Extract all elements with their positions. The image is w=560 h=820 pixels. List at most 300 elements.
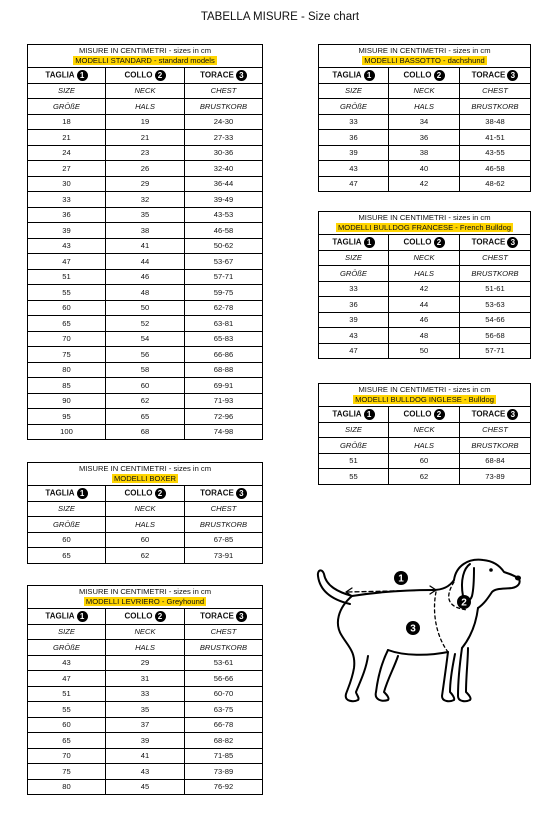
table-cell: 32 <box>106 192 185 208</box>
column-header-label: TAGLIA <box>45 488 75 498</box>
table-cell: 53-67 <box>185 254 263 270</box>
table-cell: 26 <box>106 161 185 177</box>
table-cell: 43 <box>106 764 185 780</box>
column-number-badge: 2 <box>434 409 445 420</box>
table-cell: 24-30 <box>185 114 263 130</box>
table-cell: 47 <box>319 343 389 359</box>
table-row <box>319 312 531 328</box>
table-caption <box>28 463 263 486</box>
table-cell: 39 <box>106 733 185 749</box>
table-row <box>28 347 263 363</box>
table-cell: 31 <box>106 671 185 687</box>
table-cell: 60 <box>28 300 106 316</box>
table-cell: 21 <box>106 130 185 146</box>
table-cell: 76-92 <box>185 779 263 795</box>
subheader-cell: CHEST <box>460 83 531 99</box>
dog-hind-leg <box>376 650 398 701</box>
table-cell: 57-71 <box>460 343 531 359</box>
table-cell: 47 <box>28 254 106 270</box>
table-row <box>28 532 263 548</box>
caption-units: MISURE IN CENTIMETRI - sizes in cm <box>78 587 212 596</box>
table-cell: 47 <box>319 176 389 192</box>
subheader-row <box>319 250 531 266</box>
table-cell: 68 <box>106 424 185 440</box>
table-row <box>28 671 263 687</box>
subheader-cell: SIZE <box>28 624 106 640</box>
column-header <box>389 68 460 84</box>
marker-2 <box>457 595 471 609</box>
table-cell: 48-62 <box>460 176 531 192</box>
table-cell: 69-91 <box>185 378 263 394</box>
table-cell: 51-61 <box>460 281 531 297</box>
table-cell: 18 <box>28 114 106 130</box>
page-title: TABELLA MISURE - Size chart <box>200 11 360 23</box>
dog-front-leg-back <box>442 652 455 701</box>
subheader-cell: SIZE <box>319 83 389 99</box>
table-cell: 36 <box>389 130 460 146</box>
table-row <box>28 702 263 718</box>
table-cell: 63-81 <box>185 316 263 332</box>
marker-1-label: 1 <box>398 573 404 585</box>
column-header-label: TAGLIA <box>332 70 362 80</box>
subheader-cell: NECK <box>106 83 185 99</box>
table-cell: 24 <box>28 145 106 161</box>
column-number-badge: 3 <box>236 70 247 81</box>
table-cell: 35 <box>106 207 185 223</box>
table-caption <box>319 212 531 235</box>
table-cell: 65 <box>28 733 106 749</box>
table-cell: 66-78 <box>185 717 263 733</box>
table-cell: 55 <box>28 285 106 301</box>
table-cell: 75 <box>28 347 106 363</box>
table-cell: 62 <box>389 469 460 485</box>
table-cell: 60 <box>28 532 106 548</box>
table-cell: 60 <box>106 378 185 394</box>
subheader-row <box>319 266 531 282</box>
table-cell: 43 <box>28 655 106 671</box>
table-row <box>28 362 263 378</box>
table-cell: 46 <box>106 269 185 285</box>
table-row <box>28 285 263 301</box>
subheader-cell: GRÖßE <box>319 266 389 282</box>
table-cell: 60 <box>389 453 460 469</box>
column-number-badge: 3 <box>507 409 518 420</box>
table-cell: 51 <box>28 269 106 285</box>
marker-3 <box>406 621 420 635</box>
table-cell: 80 <box>28 362 106 378</box>
table-row <box>319 130 531 146</box>
column-header <box>28 68 106 84</box>
table-cell: 40 <box>389 161 460 177</box>
table-cell: 43-53 <box>185 207 263 223</box>
table-cell: 56 <box>106 347 185 363</box>
caption-model: MODELLI BOXER <box>113 474 177 483</box>
table-row <box>28 331 263 347</box>
table-cell: 65-83 <box>185 331 263 347</box>
table-cell: 60 <box>28 717 106 733</box>
table-cell: 46-58 <box>185 223 263 239</box>
subheader-row <box>319 422 531 438</box>
table-cell: 29 <box>106 176 185 192</box>
subheader-cell: SIZE <box>319 422 389 438</box>
dog-nose <box>515 576 521 581</box>
table-cell: 55 <box>319 469 389 485</box>
table-cell: 63-75 <box>185 702 263 718</box>
size-table-boxer <box>27 462 263 564</box>
table-cell: 73-89 <box>185 764 263 780</box>
column-header <box>319 407 389 423</box>
table-cell: 54 <box>106 331 185 347</box>
table-row <box>319 161 531 177</box>
table-cell: 51 <box>28 686 106 702</box>
table-cell: 73-91 <box>185 548 263 564</box>
column-number-badge: 2 <box>155 488 166 499</box>
table-cell: 57-71 <box>185 269 263 285</box>
subheader-cell: NECK <box>389 83 460 99</box>
table-cell: 50-62 <box>185 238 263 254</box>
table-cell: 60 <box>106 532 185 548</box>
table-cell: 44 <box>106 254 185 270</box>
column-number-badge: 1 <box>77 611 88 622</box>
column-number-badge: 1 <box>364 70 375 81</box>
table-caption <box>319 45 531 68</box>
table-cell: 68-84 <box>460 453 531 469</box>
subheader-cell: HALS <box>389 266 460 282</box>
subheader-cell: GRÖßE <box>28 99 106 115</box>
table-cell: 33 <box>106 686 185 702</box>
table-cell: 41-51 <box>460 130 531 146</box>
table-row <box>319 281 531 297</box>
table-caption <box>28 45 263 68</box>
table-cell: 41 <box>106 238 185 254</box>
table-cell: 30-36 <box>185 145 263 161</box>
column-header-label: TORACE <box>200 611 234 621</box>
table-cell: 54-66 <box>460 312 531 328</box>
table-cell: 38-48 <box>460 114 531 130</box>
size-table-levriero <box>27 585 263 795</box>
table-row <box>28 145 263 161</box>
caption-model: MODELLI STANDARD - standard models <box>75 56 215 65</box>
table-cell: 50 <box>389 343 460 359</box>
table-cell: 75 <box>28 764 106 780</box>
column-header-label: TORACE <box>471 409 506 419</box>
subheader-row <box>319 83 531 99</box>
column-header <box>460 235 531 251</box>
table-cell: 33 <box>319 281 389 297</box>
column-header-label: COLLO <box>403 237 432 247</box>
dog-chest <box>462 608 478 648</box>
table-cell: 80 <box>28 779 106 795</box>
subheader-cell: CHEST <box>185 501 263 517</box>
marker-2-label: 2 <box>461 597 467 609</box>
table-cell: 66-86 <box>185 347 263 363</box>
column-header <box>185 609 263 625</box>
column-number-badge: 1 <box>77 70 88 81</box>
table-row <box>319 343 531 359</box>
table-cell: 85 <box>28 378 106 394</box>
subheader-cell: NECK <box>106 501 185 517</box>
column-number-badge: 2 <box>155 611 166 622</box>
caption-model: MODELLI BASSOTTO - dachshund <box>364 56 485 65</box>
table-cell: 60-70 <box>185 686 263 702</box>
table-cell: 59-75 <box>185 285 263 301</box>
table-cell: 39 <box>28 223 106 239</box>
table-cell: 71-85 <box>185 748 263 764</box>
table-row <box>28 393 263 409</box>
column-header-label: COLLO <box>403 409 432 419</box>
table-cell: 46 <box>389 312 460 328</box>
table-row <box>28 686 263 702</box>
table-cell: 29 <box>106 655 185 671</box>
table-cell: 42 <box>389 176 460 192</box>
table-cell: 51 <box>319 453 389 469</box>
table-cell: 62 <box>106 393 185 409</box>
column-header <box>389 235 460 251</box>
caption-units: MISURE IN CENTIMETRI - sizes in cm <box>78 46 212 55</box>
column-header <box>185 486 263 502</box>
table-cell: 53-61 <box>185 655 263 671</box>
column-header <box>460 407 531 423</box>
column-number-badge: 3 <box>507 70 518 81</box>
column-header <box>28 609 106 625</box>
dog-hind-leg-back <box>338 596 368 701</box>
table-cell: 65 <box>28 316 106 332</box>
subheader-cell: BRUSTKORB <box>460 99 531 115</box>
subheader-cell: CHEST <box>460 250 531 266</box>
subheader-cell: HALS <box>389 438 460 454</box>
table-cell: 19 <box>106 114 185 130</box>
table-cell: 48 <box>389 328 460 344</box>
table-cell: 36-44 <box>185 176 263 192</box>
subheader-cell: GRÖßE <box>28 640 106 656</box>
size-table-bulldog-inglese <box>318 383 531 485</box>
subheader-row <box>319 438 531 454</box>
subheader-cell: BRUSTKORB <box>185 517 263 533</box>
table-cell: 39 <box>319 145 389 161</box>
table-cell: 70 <box>28 331 106 347</box>
dog-front-leg <box>458 648 471 701</box>
table-cell: 56-66 <box>185 671 263 687</box>
table-cell: 56-68 <box>460 328 531 344</box>
table-row <box>28 269 263 285</box>
table-cell: 95 <box>28 409 106 425</box>
column-number-badge: 3 <box>236 611 247 622</box>
table-cell: 38 <box>106 223 185 239</box>
column-header-label: TORACE <box>200 488 234 498</box>
marker-1 <box>394 571 408 585</box>
table-row <box>28 733 263 749</box>
column-header-label: COLLO <box>124 611 153 621</box>
table-row <box>28 192 263 208</box>
table-row <box>28 748 263 764</box>
column-header-label: TORACE <box>471 70 506 80</box>
table-row <box>28 764 263 780</box>
column-number-badge: 3 <box>507 237 518 248</box>
dog-eye <box>489 568 493 572</box>
dog-belly <box>388 650 448 655</box>
table-cell: 90 <box>28 393 106 409</box>
column-number-badge: 1 <box>364 237 375 248</box>
table-cell: 36 <box>319 297 389 313</box>
table-row <box>28 254 263 270</box>
subheader-cell: HALS <box>106 99 185 115</box>
table-cell: 43 <box>319 161 389 177</box>
size-table-bassotto <box>318 44 531 192</box>
dog-measurement-icon <box>308 552 530 712</box>
table-row <box>319 176 531 192</box>
subheader-cell: HALS <box>389 99 460 115</box>
column-number-badge: 2 <box>434 237 445 248</box>
table-cell: 30 <box>28 176 106 192</box>
table-row <box>319 469 531 485</box>
table-cell: 36 <box>319 130 389 146</box>
column-header <box>185 68 263 84</box>
column-header-label: TAGLIA <box>332 409 362 419</box>
table-cell: 32-40 <box>185 161 263 177</box>
column-header <box>106 68 185 84</box>
subheader-cell: SIZE <box>28 83 106 99</box>
table-cell: 73-89 <box>460 469 531 485</box>
column-header <box>319 68 389 84</box>
column-header <box>106 486 185 502</box>
column-number-badge: 3 <box>236 488 247 499</box>
subheader-row <box>28 640 263 656</box>
table-cell: 68-82 <box>185 733 263 749</box>
size-table-bulldog-francese <box>318 211 531 359</box>
subheader-cell: CHEST <box>460 422 531 438</box>
table-row <box>319 114 531 130</box>
table-caption <box>319 384 531 407</box>
table-cell: 68-88 <box>185 362 263 378</box>
table-row <box>319 297 531 313</box>
table-row <box>28 161 263 177</box>
table-cell: 21 <box>28 130 106 146</box>
table-cell: 44 <box>389 297 460 313</box>
subheader-row <box>28 517 263 533</box>
column-header-label: COLLO <box>403 70 432 80</box>
table-row <box>28 316 263 332</box>
size-table-standard <box>27 44 263 440</box>
table-row <box>28 424 263 440</box>
caption-units: MISURE IN CENTIMETRI - sizes in cm <box>78 464 212 473</box>
column-number-badge: 2 <box>434 70 445 81</box>
subheader-cell: NECK <box>106 624 185 640</box>
table-cell: 47 <box>28 671 106 687</box>
table-cell: 39 <box>319 312 389 328</box>
caption-units: MISURE IN CENTIMETRI - sizes in cm <box>358 46 491 55</box>
caption-model: MODELLI BULLDOG INGLESE - Bulldog <box>355 395 494 404</box>
table-cell: 65 <box>28 548 106 564</box>
subheader-cell: NECK <box>389 422 460 438</box>
table-cell: 48 <box>106 285 185 301</box>
table-row <box>28 779 263 795</box>
table-row <box>28 717 263 733</box>
column-header <box>106 609 185 625</box>
column-header-label: COLLO <box>124 70 153 80</box>
table-cell: 71-93 <box>185 393 263 409</box>
column-number-badge: 2 <box>155 70 166 81</box>
table-cell: 39-49 <box>185 192 263 208</box>
table-cell: 43 <box>28 238 106 254</box>
table-cell: 36 <box>28 207 106 223</box>
table-cell: 33 <box>28 192 106 208</box>
subheader-row <box>28 624 263 640</box>
table-row <box>319 453 531 469</box>
column-number-badge: 1 <box>364 409 375 420</box>
table-row <box>28 548 263 564</box>
subheader-cell: GRÖßE <box>319 99 389 115</box>
column-header <box>460 68 531 84</box>
subheader-cell: CHEST <box>185 624 263 640</box>
subheader-cell: GRÖßE <box>319 438 389 454</box>
table-cell: 74-98 <box>185 424 263 440</box>
column-header-label: TAGLIA <box>45 611 75 621</box>
table-caption <box>28 586 263 609</box>
subheader-cell: BRUSTKORB <box>185 99 263 115</box>
subheader-row <box>28 83 263 99</box>
table-cell: 41 <box>106 748 185 764</box>
table-cell: 37 <box>106 717 185 733</box>
table-cell: 43-55 <box>460 145 531 161</box>
table-cell: 72-96 <box>185 409 263 425</box>
table-row <box>28 300 263 316</box>
table-cell: 53-63 <box>460 297 531 313</box>
table-row <box>319 328 531 344</box>
column-header-label: COLLO <box>124 488 153 498</box>
table-row <box>28 207 263 223</box>
table-cell: 27-33 <box>185 130 263 146</box>
subheader-cell: HALS <box>106 517 185 533</box>
table-cell: 58 <box>106 362 185 378</box>
caption-model: MODELLI LEVRIERO - Greyhound <box>85 597 205 606</box>
caption-units: MISURE IN CENTIMETRI - sizes in cm <box>358 385 491 394</box>
table-cell: 100 <box>28 424 106 440</box>
table-row <box>28 176 263 192</box>
table-row <box>28 378 263 394</box>
subheader-cell: SIZE <box>28 501 106 517</box>
column-header <box>28 486 106 502</box>
subheader-cell: BRUSTKORB <box>460 438 531 454</box>
table-cell: 33 <box>319 114 389 130</box>
table-cell: 27 <box>28 161 106 177</box>
column-header-label: TAGLIA <box>332 237 362 247</box>
table-cell: 55 <box>28 702 106 718</box>
table-cell: 70 <box>28 748 106 764</box>
table-row <box>28 409 263 425</box>
caption-model: MODELLI BULLDOG FRANCESE - French Bulldog <box>337 223 512 232</box>
table-cell: 52 <box>106 316 185 332</box>
subheader-cell: GRÖßE <box>28 517 106 533</box>
table-row <box>319 145 531 161</box>
subheader-row <box>28 99 263 115</box>
marker-3-label: 3 <box>410 623 416 635</box>
caption-units: MISURE IN CENTIMETRI - sizes in cm <box>358 213 491 222</box>
subheader-cell: BRUSTKORB <box>185 640 263 656</box>
column-header-label: TAGLIA <box>45 70 75 80</box>
dog-tail <box>318 570 352 604</box>
table-cell: 46-58 <box>460 161 531 177</box>
subheader-cell: SIZE <box>319 250 389 266</box>
column-header-label: TORACE <box>200 70 234 80</box>
subheader-cell: HALS <box>106 640 185 656</box>
chest-measure-line <box>435 592 449 652</box>
table-cell: 62 <box>106 548 185 564</box>
table-row <box>28 655 263 671</box>
column-header <box>319 235 389 251</box>
table-cell: 23 <box>106 145 185 161</box>
table-cell: 45 <box>106 779 185 795</box>
subheader-cell: CHEST <box>185 83 263 99</box>
